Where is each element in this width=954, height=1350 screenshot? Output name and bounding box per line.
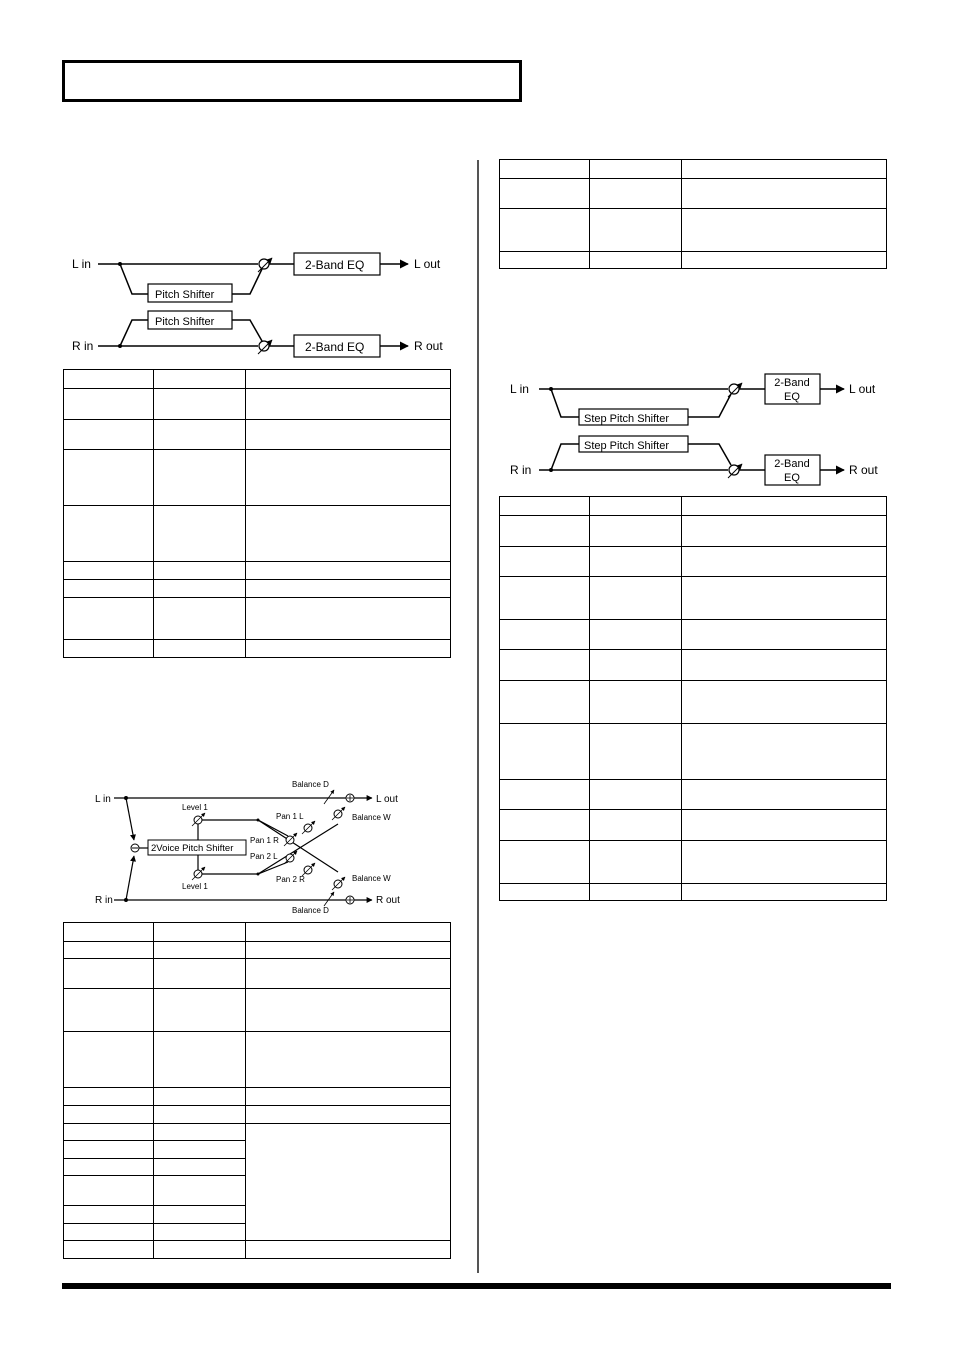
table-row <box>500 547 887 577</box>
eq-label-bottom-line1: 2-Band <box>774 458 810 470</box>
balance-w-label-top: Balance W <box>352 813 391 822</box>
table-row <box>64 420 451 450</box>
table-row <box>64 942 451 959</box>
r-in-label: R in <box>510 463 532 477</box>
continued-parameter-table <box>499 159 887 269</box>
2voice-shifter-label: 2Voice Pitch Shifter <box>151 843 234 854</box>
l-out-label: L out <box>376 794 398 805</box>
step-shifter-label-bottom: Step Pitch Shifter <box>584 440 669 452</box>
balance-w-label-bottom: Balance W <box>352 874 391 883</box>
pitch-shifter-diagram <box>62 250 452 362</box>
column-divider <box>477 160 479 1273</box>
l-out-label: L out <box>849 382 876 396</box>
level-1-label-bottom: Level 1 <box>182 882 208 891</box>
table-row <box>64 959 451 989</box>
table-row <box>500 179 887 209</box>
table-row <box>64 640 451 658</box>
pitch-shifter-label-bottom: Pitch Shifter <box>155 316 215 328</box>
level-1-label-top: Level 1 <box>182 803 208 812</box>
eq-label-top: 2-Band EQ <box>305 258 365 272</box>
table-row <box>64 1124 451 1141</box>
footer-bar <box>62 1283 891 1289</box>
table-row <box>500 252 887 269</box>
pitch-shifter-label-top: Pitch Shifter <box>155 289 215 301</box>
eq-label-top-line2: EQ <box>784 391 800 403</box>
table-row <box>64 1106 451 1124</box>
pan-1-r-label: Pan 1 R <box>250 836 279 845</box>
table-row <box>64 450 451 506</box>
pan-2-r-label: Pan 2 R <box>276 875 305 884</box>
table-row <box>64 598 451 640</box>
l-in-label: L in <box>72 257 91 271</box>
l-in-label: L in <box>510 382 529 396</box>
table-row <box>500 209 887 252</box>
mix-node-top <box>729 384 739 394</box>
balance-d-label-top: Balance D <box>292 780 329 789</box>
mix-node-bottom <box>259 341 269 351</box>
step-shifter-label-top: Step Pitch Shifter <box>584 413 669 425</box>
table-row <box>64 506 451 562</box>
table-row <box>500 884 887 901</box>
r-out-label: R out <box>376 895 400 906</box>
pitch-shifter-parameter-table <box>63 369 451 658</box>
table-row <box>500 160 887 179</box>
eq-label-top-line1: 2-Band <box>774 377 810 389</box>
table-row <box>64 389 451 420</box>
r-out-label: R out <box>414 339 443 353</box>
eq-label-bottom: 2-Band EQ <box>305 340 365 354</box>
table-row <box>500 516 887 547</box>
table-row <box>500 620 887 650</box>
table-row <box>500 810 887 841</box>
table-row <box>64 370 451 389</box>
2voice-pitch-shifter-diagram <box>62 776 452 920</box>
pan-1-l-label: Pan 1 L <box>276 812 304 821</box>
r-in-label: R in <box>95 895 113 906</box>
step-pitch-shifter-parameter-table <box>499 496 887 901</box>
table-row <box>500 681 887 724</box>
r-out-label: R out <box>849 463 878 477</box>
table-row <box>64 923 451 942</box>
eq-label-bottom-line2: EQ <box>784 472 800 484</box>
2voice-pitch-shifter-parameter-table <box>63 922 451 1259</box>
table-row <box>500 780 887 810</box>
table-row <box>64 1088 451 1106</box>
r-in-label: R in <box>72 339 94 353</box>
balance-d-label-bottom: Balance D <box>292 906 329 915</box>
table-row <box>500 577 887 620</box>
pan-2-l-label: Pan 2 L <box>250 852 278 861</box>
table-row <box>500 497 887 516</box>
step-pitch-shifter-diagram <box>499 370 889 490</box>
table-row <box>64 1032 451 1088</box>
l-in-label: L in <box>95 794 111 805</box>
table-row <box>500 724 887 780</box>
table-row <box>64 1241 451 1259</box>
l-out-label: L out <box>414 257 441 271</box>
mix-node-top <box>259 259 269 269</box>
table-row <box>500 841 887 884</box>
table-row <box>64 562 451 580</box>
table-row <box>500 650 887 681</box>
table-row <box>64 989 451 1032</box>
page-header-box <box>62 60 522 102</box>
mix-node-bottom <box>729 465 739 475</box>
table-row <box>64 580 451 598</box>
